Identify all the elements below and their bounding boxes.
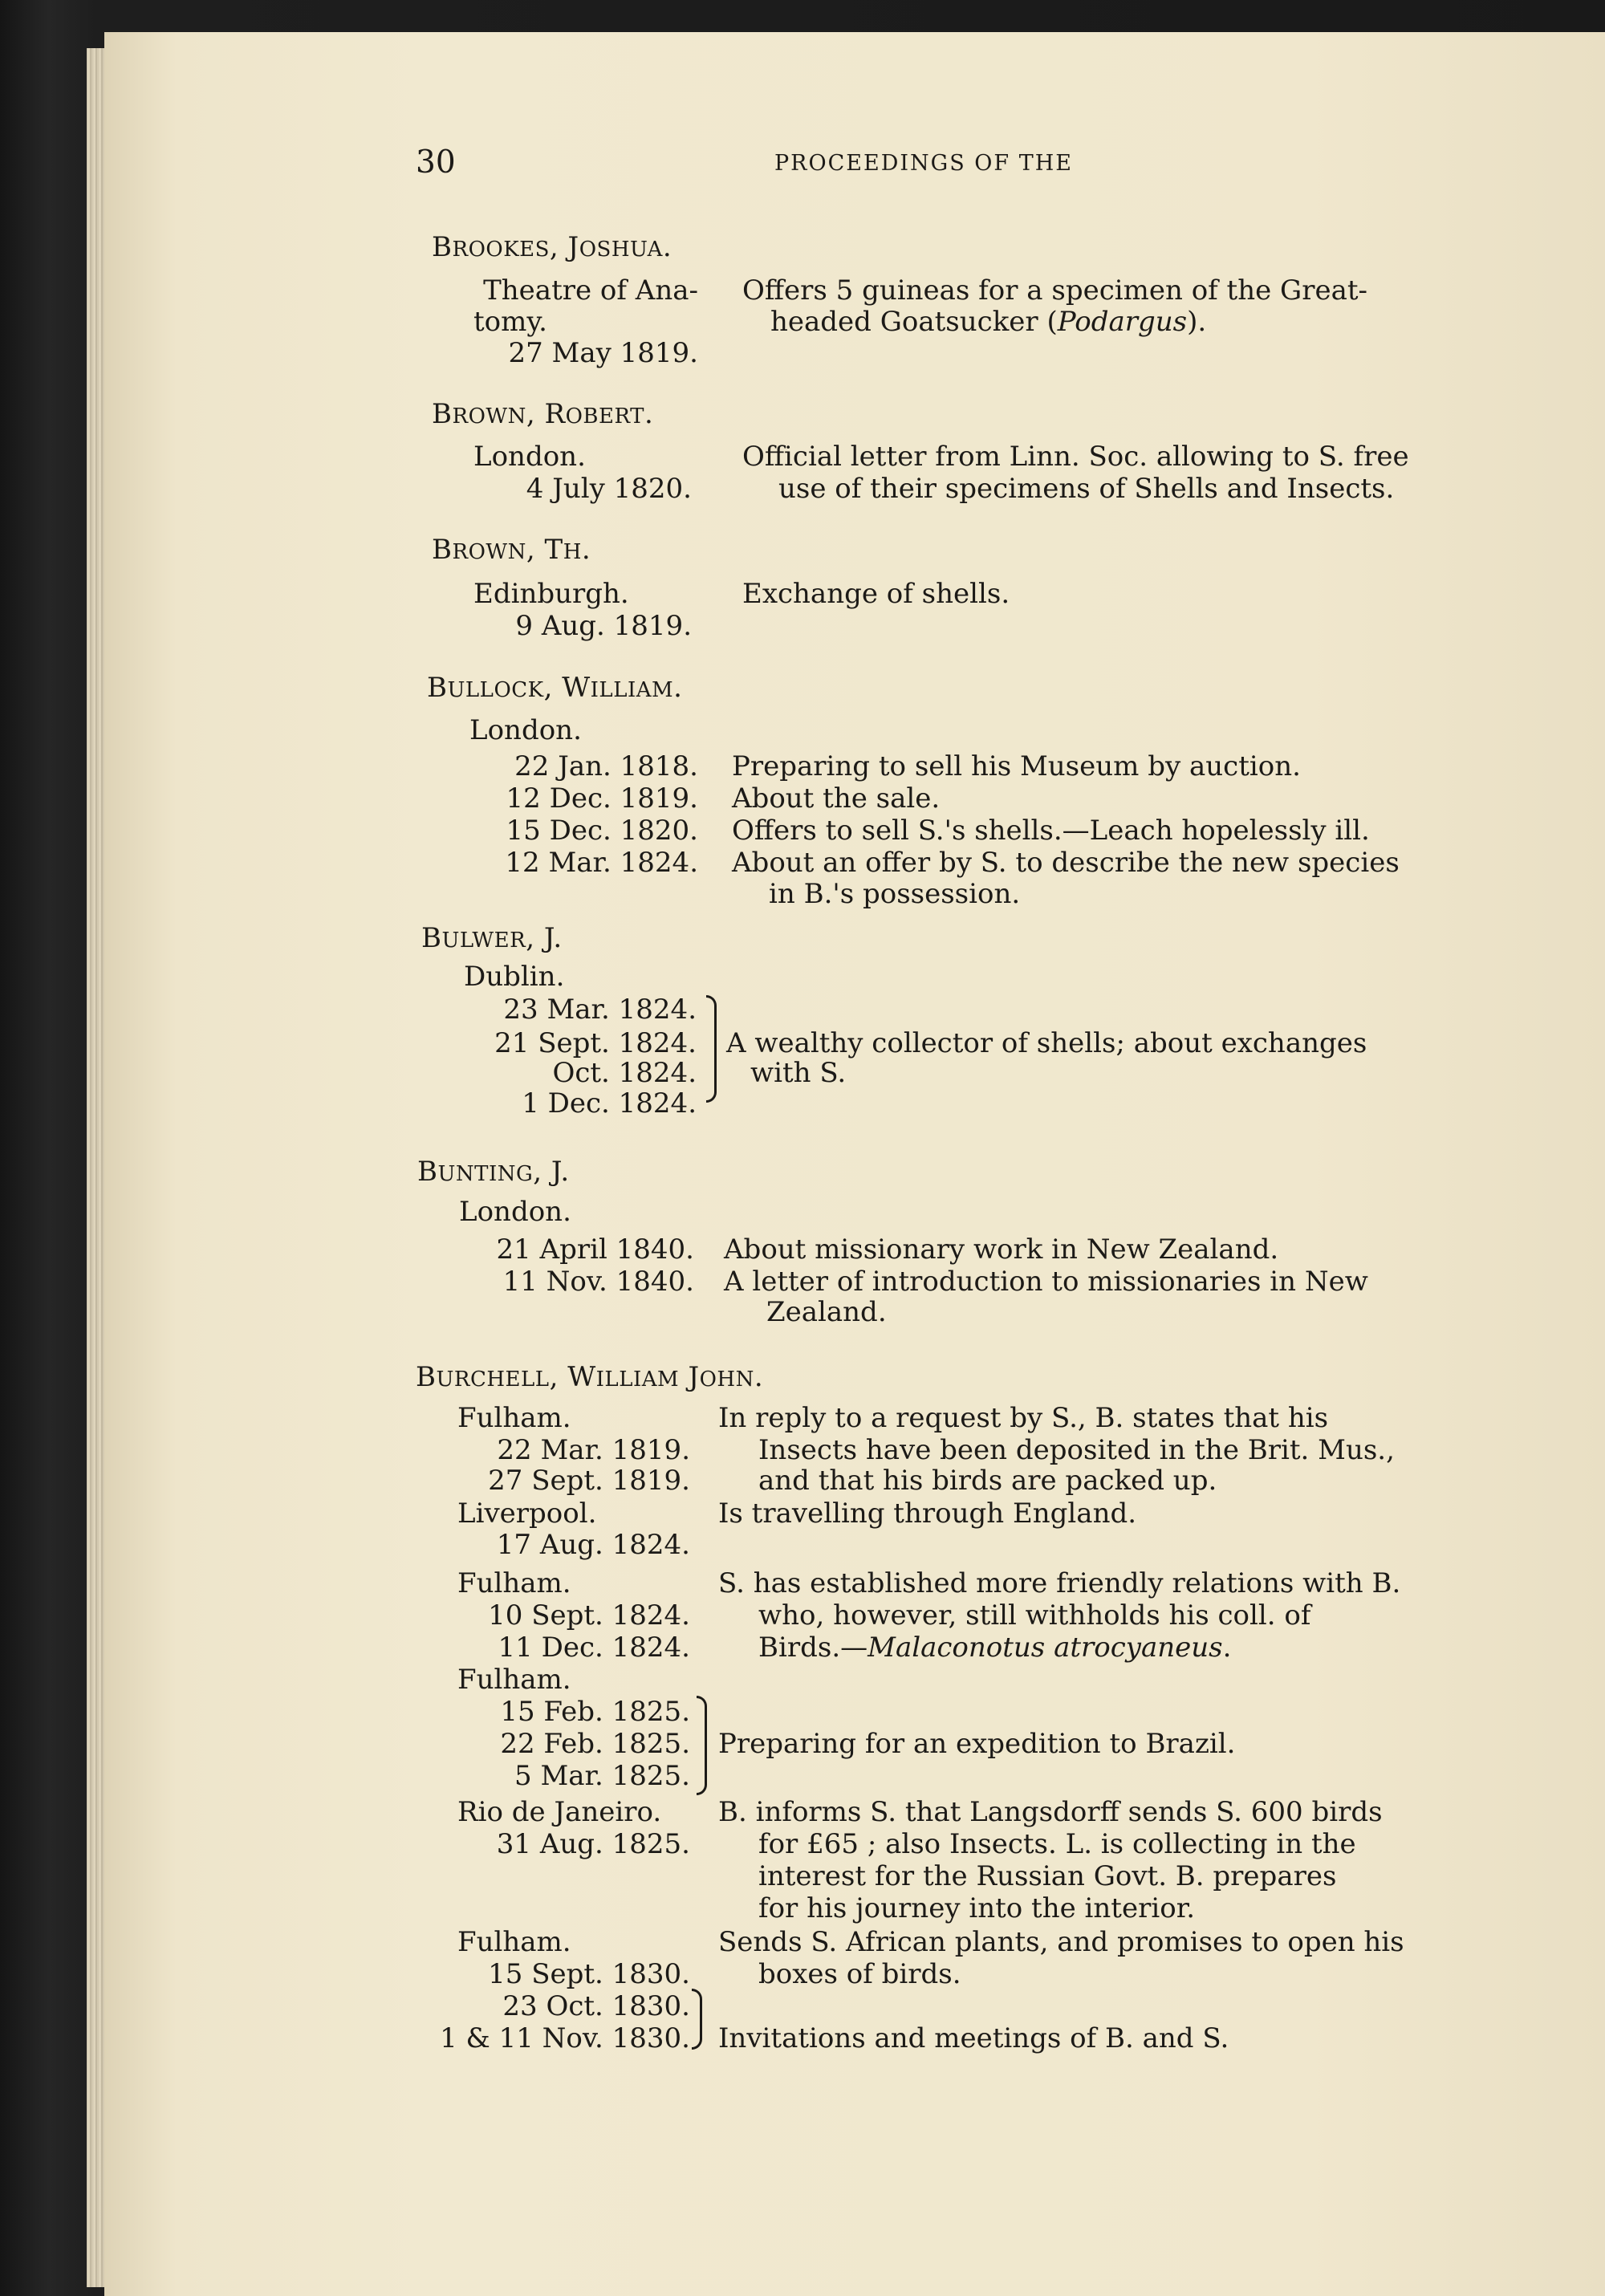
place: Fulham. [457, 1567, 571, 1599]
date: 27 May 1819. [508, 337, 698, 369]
place: Rio de Janeiro. [457, 1796, 662, 1828]
date: 27 Sept. 1819. [488, 1465, 690, 1497]
date: 21 Sept. 1824. [494, 1027, 697, 1059]
description: About an offer by S. to describe the new species [732, 847, 1400, 879]
entry-name: BROWN, TH. [432, 534, 591, 566]
entry-name: BURCHELL, WILLIAM JOHN. [416, 1361, 764, 1393]
description: Insects have been deposited in the Brit. Mus., [758, 1434, 1395, 1466]
description: for £65 ; also Insects. L. is collecting in the [758, 1828, 1356, 1860]
date: 9 Aug. 1819. [515, 610, 692, 642]
date: 31 Aug. 1825. [496, 1828, 690, 1860]
description: and that his birds are packed up. [758, 1465, 1217, 1497]
date: 12 Mar. 1824. [505, 847, 698, 879]
brace [706, 995, 717, 1103]
description: Is travelling through England. [718, 1497, 1137, 1530]
date: 21 April 1840. [496, 1233, 694, 1266]
description: About the sale. [732, 782, 941, 815]
date: 23 Mar. 1824. [503, 994, 697, 1026]
description: Official letter from Linn. Soc. allowing to S. free [742, 441, 1409, 473]
entry-name: BROWN, ROBERT. [432, 398, 654, 430]
description: headed Goatsucker (Podargus). [770, 306, 1207, 338]
place: Fulham. [457, 1402, 571, 1434]
brace [692, 1989, 702, 2050]
date: 17 Aug. 1824. [496, 1529, 690, 1561]
place: Fulham. [457, 1664, 571, 1696]
description: Offers to sell S.'s shells.—Leach hopelessly ill. [732, 815, 1370, 847]
date: 22 Mar. 1819. [497, 1434, 690, 1466]
date: 15 Dec. 1820. [506, 815, 698, 847]
place: tomy. [473, 306, 547, 338]
description: who, however, still withholds his coll. of [758, 1599, 1311, 1632]
entry-name: BULLOCK, WILLIAM. [427, 672, 683, 704]
description: Preparing for an expedition to Brazil. [718, 1728, 1236, 1760]
date: 22 Feb. 1825. [500, 1728, 690, 1760]
place: London. [469, 714, 582, 746]
running-head-title: PROCEEDINGS OF THE [774, 151, 1074, 176]
description: interest for the Russian Govt. B. prepares [758, 1860, 1337, 1892]
date: 11 Nov. 1840. [502, 1266, 694, 1298]
date: 4 July 1820. [526, 473, 692, 505]
description: Birds.—Malaconotus atrocyaneus. [758, 1632, 1232, 1664]
description: Zealand. [766, 1296, 887, 1328]
description: in B.'s possession. [769, 878, 1021, 910]
entry-name: BULWER, J. [421, 922, 563, 954]
description: Preparing to sell his Museum by auction. [732, 750, 1301, 782]
description: A wealthy collector of shells; about exchanges [726, 1027, 1367, 1059]
date: 1 & 11 Nov. 1830. [440, 2022, 690, 2054]
date: 10 Sept. 1824. [488, 1599, 690, 1632]
date: 1 Dec. 1824. [522, 1087, 697, 1120]
description: with S. [750, 1057, 847, 1089]
date: 15 Feb. 1825. [500, 1696, 690, 1728]
description: A letter of introduction to missionaries in New [724, 1266, 1368, 1298]
place: Fulham. [457, 1926, 571, 1958]
date: 12 Dec. 1819. [506, 782, 698, 815]
running-head [0, 144, 1605, 193]
entry-name: BUNTING, J. [417, 1156, 570, 1188]
date: 11 Dec. 1824. [498, 1632, 690, 1664]
date: Theatre of Ana- [483, 274, 698, 307]
description: Offers 5 guineas for a specimen of the Great- [742, 274, 1367, 307]
place: London. [459, 1196, 571, 1228]
date: 23 Oct. 1830. [502, 1990, 690, 2022]
description: B. informs S. that Langsdorff sends S. 600 birds [718, 1796, 1383, 1828]
date: 5 Mar. 1825. [514, 1760, 690, 1792]
description: S. has established more friendly relations with B. [718, 1567, 1401, 1599]
place: Dublin. [464, 961, 565, 993]
description: boxes of birds. [758, 1958, 961, 1990]
date: Oct. 1824. [552, 1057, 697, 1089]
entry-name: BROOKES, JOSHUA. [432, 231, 672, 263]
description: Exchange of shells. [742, 578, 1010, 610]
place: London. [473, 441, 586, 473]
description: for his journey into the interior. [758, 1892, 1196, 1924]
place: Liverpool. [457, 1497, 597, 1530]
date: 15 Sept. 1830. [488, 1958, 690, 1990]
page-number: 30 [416, 144, 456, 181]
description: Sends S. African plants, and promises to open his [718, 1926, 1404, 1958]
description: use of their specimens of Shells and Insects. [778, 473, 1395, 505]
place: Edinburgh. [473, 578, 629, 610]
description: In reply to a request by S., B. states that his [718, 1402, 1329, 1434]
brace [697, 1696, 707, 1795]
date: 22 Jan. 1818. [514, 750, 698, 782]
description: Invitations and meetings of B. and S. [718, 2022, 1229, 2054]
description: About missionary work in New Zealand. [724, 1233, 1279, 1266]
